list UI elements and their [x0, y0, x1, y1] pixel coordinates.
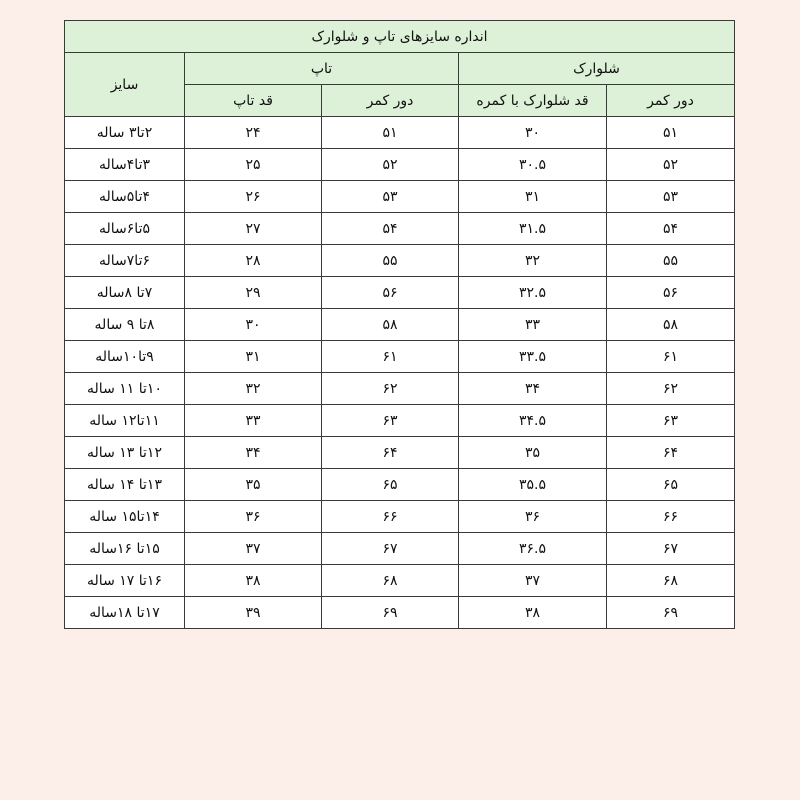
cell-size: ۱۴تا۱۵ ساله	[65, 501, 185, 533]
group-header-top: تاپ	[185, 53, 459, 85]
cell-pants-length: ۳۳	[459, 309, 607, 341]
cell-size: ۱۷تا ۱۸ساله	[65, 597, 185, 629]
cell-top-length: ۳۰	[185, 309, 322, 341]
cell-size: ۸تا ۹ ساله	[65, 309, 185, 341]
table-row	[65, 277, 735, 309]
cell-top-length: ۳۳	[185, 405, 322, 437]
cell-top-waist: ۶۷	[322, 533, 459, 565]
group-header-pants: شلوارک	[459, 53, 735, 85]
cell-pants-length: ۳۲	[459, 245, 607, 277]
cell-top-waist: ۶۵	[322, 469, 459, 501]
table-row	[65, 501, 735, 533]
cell-top-waist: ۶۹	[322, 597, 459, 629]
cell-size: ۲تا۳ ساله	[65, 117, 185, 149]
cell-top-waist: ۶۴	[322, 437, 459, 469]
cell-top-length: ۲۶	[185, 181, 322, 213]
cell-size: ۱۰تا ۱۱ ساله	[65, 373, 185, 405]
cell-size: ۱۱تا۱۲ ساله	[65, 405, 185, 437]
table-body	[65, 117, 735, 629]
cell-pants-length: ۳۴	[459, 373, 607, 405]
table-row	[65, 245, 735, 277]
cell-top-waist: ۵۸	[322, 309, 459, 341]
cell-pants-waist: ۵۱	[607, 117, 735, 149]
cell-pants-length: ۳۲.۵	[459, 277, 607, 309]
cell-pants-length: ۳۰	[459, 117, 607, 149]
cell-top-waist: ۵۴	[322, 213, 459, 245]
column-header-top-waist: دور کمر	[322, 85, 459, 117]
table-title-row	[65, 21, 735, 53]
cell-top-waist: ۶۳	[322, 405, 459, 437]
cell-size: ۵تا۶ساله	[65, 213, 185, 245]
table-row	[65, 117, 735, 149]
cell-pants-waist: ۶۲	[607, 373, 735, 405]
cell-pants-length: ۳۳.۵	[459, 341, 607, 373]
cell-top-length: ۲۵	[185, 149, 322, 181]
table-row	[65, 181, 735, 213]
table-row	[65, 149, 735, 181]
cell-pants-waist: ۵۸	[607, 309, 735, 341]
cell-pants-waist: ۶۷	[607, 533, 735, 565]
cell-top-length: ۲۷	[185, 213, 322, 245]
cell-top-waist: ۵۲	[322, 149, 459, 181]
cell-pants-waist: ۵۲	[607, 149, 735, 181]
table-row	[65, 309, 735, 341]
cell-pants-length: ۳۱.۵	[459, 213, 607, 245]
cell-top-waist: ۵۳	[322, 181, 459, 213]
table-group-row	[65, 53, 735, 85]
cell-top-waist: ۶۲	[322, 373, 459, 405]
size-chart-table	[64, 20, 735, 629]
cell-top-waist: ۵۱	[322, 117, 459, 149]
cell-pants-waist: ۶۶	[607, 501, 735, 533]
cell-size: ۱۳تا ۱۴ ساله	[65, 469, 185, 501]
column-header-top-length: قد تاپ	[185, 85, 322, 117]
cell-top-length: ۳۴	[185, 437, 322, 469]
table-row	[65, 565, 735, 597]
cell-pants-waist: ۶۵	[607, 469, 735, 501]
cell-pants-length: ۳۷	[459, 565, 607, 597]
cell-top-waist: ۶۱	[322, 341, 459, 373]
cell-pants-waist: ۶۹	[607, 597, 735, 629]
table-row	[65, 341, 735, 373]
cell-top-waist: ۶۶	[322, 501, 459, 533]
cell-top-waist: ۶۸	[322, 565, 459, 597]
page-title: انداره سایزهای تاپ و شلوارک	[65, 21, 735, 53]
cell-pants-length: ۳۴.۵	[459, 405, 607, 437]
cell-size: ۱۶تا ۱۷ ساله	[65, 565, 185, 597]
cell-top-length: ۳۵	[185, 469, 322, 501]
cell-size: ۱۲تا ۱۳ ساله	[65, 437, 185, 469]
cell-top-length: ۳۱	[185, 341, 322, 373]
table-row	[65, 405, 735, 437]
table-row	[65, 373, 735, 405]
cell-top-length: ۲۴	[185, 117, 322, 149]
table-row	[65, 597, 735, 629]
table-header	[65, 21, 735, 117]
cell-pants-waist: ۵۶	[607, 277, 735, 309]
cell-pants-waist: ۶۸	[607, 565, 735, 597]
cell-top-length: ۳۲	[185, 373, 322, 405]
cell-pants-length: ۳۰.۵	[459, 149, 607, 181]
column-header-pants-waist: دور کمر	[607, 85, 735, 117]
cell-pants-waist: ۶۴	[607, 437, 735, 469]
table-row	[65, 437, 735, 469]
cell-pants-length: ۳۱	[459, 181, 607, 213]
cell-top-waist: ۵۵	[322, 245, 459, 277]
cell-top-waist: ۵۶	[322, 277, 459, 309]
cell-size: ۱۵تا ۱۶ساله	[65, 533, 185, 565]
cell-size: ۷تا ۸ساله	[65, 277, 185, 309]
cell-pants-waist: ۶۱	[607, 341, 735, 373]
cell-pants-length: ۳۸	[459, 597, 607, 629]
cell-size: ۶تا۷ساله	[65, 245, 185, 277]
cell-pants-waist: ۵۵	[607, 245, 735, 277]
cell-size: ۹تا۱۰ساله	[65, 341, 185, 373]
table-row	[65, 213, 735, 245]
cell-top-length: ۲۸	[185, 245, 322, 277]
cell-top-length: ۲۹	[185, 277, 322, 309]
table-row	[65, 533, 735, 565]
column-header-pants-length: قد شلوارک با کمره	[459, 85, 607, 117]
cell-pants-length: ۳۵	[459, 437, 607, 469]
cell-top-length: ۳۹	[185, 597, 322, 629]
size-chart-container	[65, 20, 735, 629]
cell-top-length: ۳۸	[185, 565, 322, 597]
cell-size: ۴تا۵ساله	[65, 181, 185, 213]
cell-pants-length: ۳۵.۵	[459, 469, 607, 501]
cell-size: ۳تا۴ساله	[65, 149, 185, 181]
cell-pants-waist: ۵۴	[607, 213, 735, 245]
cell-pants-length: ۳۶.۵	[459, 533, 607, 565]
cell-pants-waist: ۶۳	[607, 405, 735, 437]
cell-top-length: ۳۷	[185, 533, 322, 565]
group-header-size: سایز	[65, 53, 185, 117]
table-row	[65, 469, 735, 501]
cell-top-length: ۳۶	[185, 501, 322, 533]
cell-pants-waist: ۵۳	[607, 181, 735, 213]
cell-pants-length: ۳۶	[459, 501, 607, 533]
